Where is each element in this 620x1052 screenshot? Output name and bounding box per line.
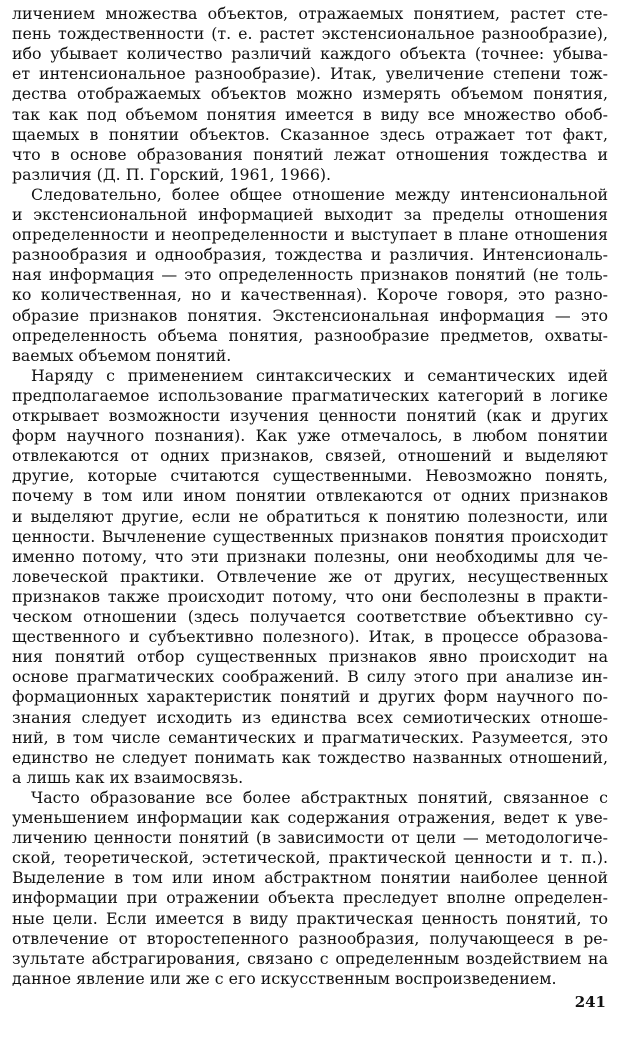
text-line: отвлекаются от одних признаков, связей, отношений и выделяют — [12, 446, 608, 466]
text-line: определенность объема понятия, разнообразие предметов, охваты- — [12, 325, 608, 345]
text-line: что в основе образования понятий лежат отношения тождества и — [12, 144, 608, 164]
text-line: определенности и неопределенности и выступает в плане отношения — [12, 225, 608, 245]
text-line: Выделение в том или ином абстрактном понятии наиболее ценной — [12, 868, 608, 888]
text-line: ные цели. Если имеется в виду практическая ценность понятий, то — [12, 908, 608, 928]
text-line: ловеческой практики. Отвлечение же от других, несущественных — [12, 566, 608, 586]
paragraph-first-line: Наряду с применением синтаксических и семантических идей — [31, 365, 608, 385]
text-line: ской, теоретической, эстетической, практической ценности и т. п.). — [12, 848, 608, 868]
text-line: отвлечение от второстепенного разнообразия, получающееся в ре- — [12, 928, 608, 948]
text-line: форм научного познания). Как уже отмечалось, в любом понятии — [12, 426, 608, 446]
text-line: ет интенсиональное разнообразие). Итак, увеличение степени тож- — [12, 64, 608, 84]
text-line: так как под объемом понятия имеется в виду все множество обоб- — [12, 104, 608, 124]
text-line: признаков также происходит потому, что они бесполезны в практи- — [12, 586, 608, 606]
text-line: ная информация — это определенность признаков понятий (не толь- — [12, 265, 608, 285]
text-line: почему в том или ином понятии отвлекаются от одних признаков — [12, 486, 608, 506]
text-line: щественного и субъективно полезного). Итак, в процессе образова- — [12, 627, 608, 647]
text-line: и экстенсиональной информацией выходит за пределы отношения — [12, 205, 608, 224]
text-line: разнообразия и однообразия, тождества и различия. Интенсиональ- — [12, 245, 608, 265]
text-line: именно потому, что эти признаки полезны, они необходимы для че- — [12, 546, 608, 566]
text-line: формационных характеристик понятий и других форм научного по- — [12, 687, 608, 707]
text-line: личением множества объектов, отражаемых понятием, растет сте- — [12, 4, 608, 23]
text-line: пень тождественности (т. е. растет экстенсиональное разнообразие), — [12, 24, 608, 44]
paragraph-first-line: Часто образование все более абстрактных понятий, связанное с — [31, 787, 608, 807]
text-line: ния понятий отбор существенных признаков явно происходит на — [12, 647, 608, 667]
text-line: единство не следует понимать как тождество названных отношений, — [12, 747, 608, 767]
text-line: а лишь как их взаимосвязь. — [12, 767, 244, 787]
text-line: ценности. Вычленение существенных признаков понятия происходит — [12, 526, 608, 546]
text-line: другие, которые считаются существенными. Невозможно понять, — [12, 466, 608, 486]
text-line: дества отображаемых объектов можно измерять объемом понятия, — [12, 84, 608, 104]
text-line: ваемых объемом понятий. — [12, 345, 232, 365]
paragraph-first-line: Следовательно, более общее отношение между интенсиональной — [31, 184, 608, 204]
text-line: личению ценности понятий (в зависимости от цели — методологиче- — [12, 828, 608, 848]
text-line: открывает возможности изучения ценности понятий (как и других — [12, 406, 608, 425]
text-line: основе прагматических соображений. В силу этого при анализе ин- — [12, 667, 608, 687]
text-line: уменьшением информации как содержания отражения, ведет к уве- — [12, 808, 608, 827]
text-line: и выделяют другие, если не обратиться к понятию полезности, или — [12, 506, 608, 526]
text-line: предполагаемое использование прагматических категорий в логике — [12, 385, 608, 405]
text-line: ибо убывает количество различий каждого объекта (точнее: убыва- — [12, 44, 608, 64]
page-number: 241 — [574, 992, 606, 1011]
text-line: различия (Д. П. Горский, 1961, 1966). — [12, 164, 332, 184]
text-line: ко количественная, но и качественная). Короче говоря, это разно- — [12, 285, 608, 305]
text-line: зультате абстрагирования, связано с определенным воздействием на — [12, 948, 608, 968]
text-line: информации при отражении объекта преследует вполне определен- — [12, 888, 608, 908]
text-line: ний, в том числе семантических и прагматических. Разумеется, это — [12, 727, 608, 747]
text-line: ческом отношении (здесь получается соответствие объективно су- — [12, 607, 608, 626]
text-line: образие признаков понятия. Экстенсиональная информация — это — [12, 305, 608, 325]
text-line: щаемых в понятии объектов. Сказанное здесь отражает тот факт, — [12, 124, 608, 144]
text-line: данное явление или же с его искусственным воспроизведением. — [12, 968, 557, 988]
text-line: знания следует исходить из единства всех семиотических отноше- — [12, 707, 608, 727]
